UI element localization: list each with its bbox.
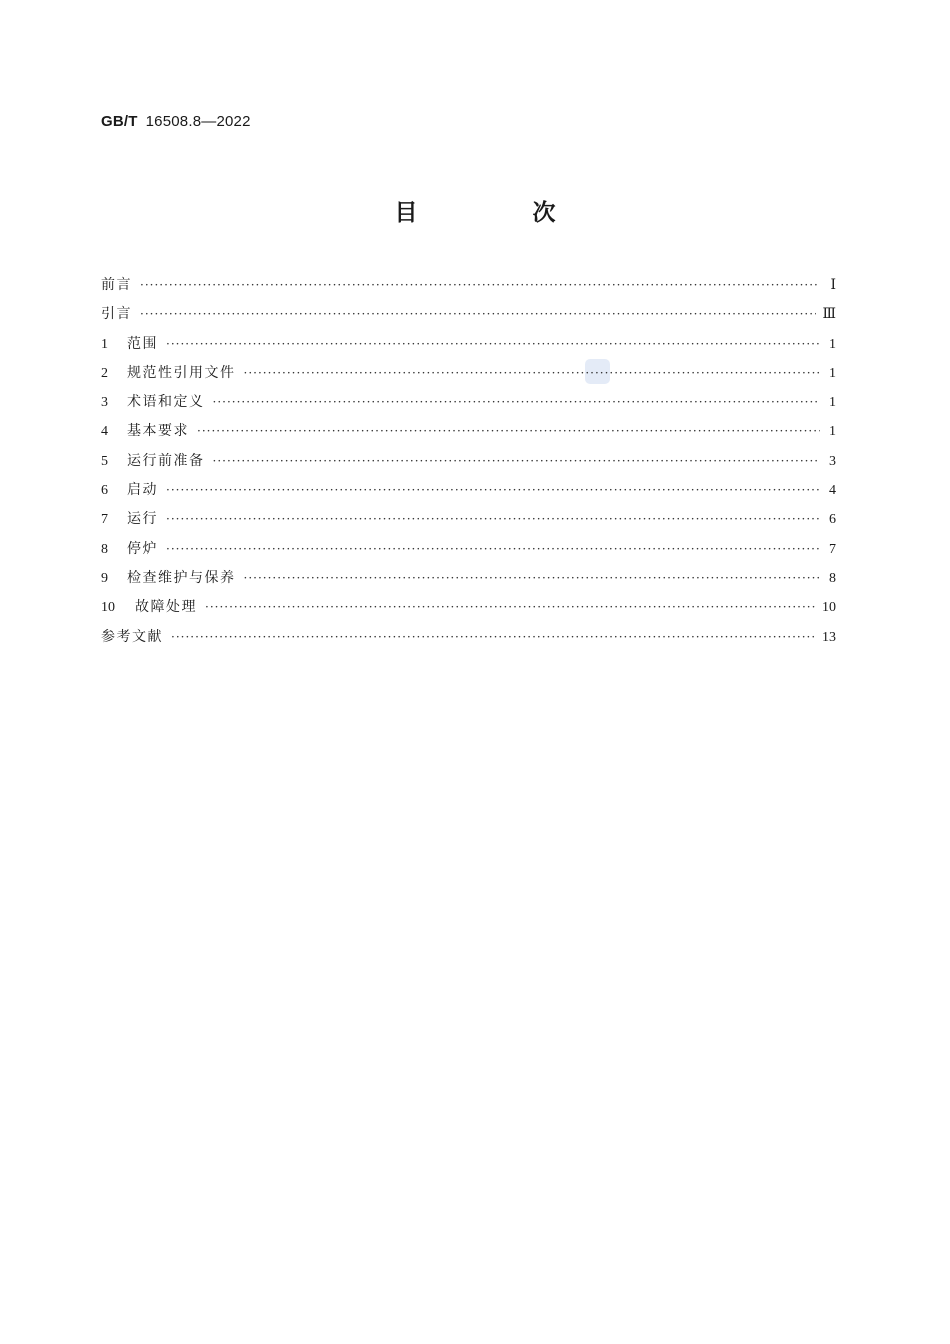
toc-entry-number: 2: [101, 365, 108, 381]
table-of-contents: [101, 273, 836, 654]
toc-entry-page: 1: [829, 395, 836, 411]
toc-entry-normative-references[interactable]: [101, 361, 836, 390]
toc-dot-leader: [197, 419, 820, 443]
toc-dot-leader: [166, 478, 820, 502]
toc-entry-startup[interactable]: [101, 478, 836, 507]
toc-title: 目 次: [394, 200, 602, 226]
toc-entry-page: 8: [829, 570, 836, 586]
toc-entry-bibliography[interactable]: [101, 625, 836, 654]
toc-dot-leader: [213, 390, 821, 414]
toc-entry-page: 7: [829, 541, 836, 557]
toc-entry-label: 启动: [127, 482, 158, 499]
toc-entry-page: 13: [822, 629, 836, 645]
toc-dot-leader: [166, 507, 820, 531]
toc-entry-page: Ⅲ: [822, 307, 836, 323]
standard-id: 16508.8—2022: [145, 113, 251, 130]
toc-dot-leader: [244, 361, 821, 385]
toc-entry-page: 4: [829, 483, 836, 499]
toc-entry-introduction[interactable]: [101, 302, 836, 331]
toc-dot-leader: [244, 566, 821, 590]
toc-entry-label: 停炉: [127, 540, 158, 557]
toc-entry-terms-definitions[interactable]: [101, 390, 836, 419]
toc-entry-label: 运行前准备: [127, 452, 205, 469]
toc-entry-number: 4: [101, 424, 108, 440]
toc-entry-number: 1: [101, 336, 108, 352]
standard-number: [101, 113, 251, 130]
toc-entry-label: 规范性引用文件: [127, 364, 236, 381]
toc-entry-label: 基本要求: [127, 423, 189, 440]
toc-entry-foreword[interactable]: [101, 273, 836, 302]
toc-entry-label: 范围: [127, 335, 158, 352]
toc-entry-label: 引言: [101, 306, 132, 323]
toc-entry-number: 7: [101, 512, 108, 528]
toc-dot-leader: [140, 302, 816, 326]
toc-entry-label: 检查维护与保养: [127, 569, 236, 586]
toc-dot-leader: [213, 449, 821, 473]
toc-dot-leader: [140, 273, 820, 297]
toc-entry-fault-handling[interactable]: [101, 595, 836, 624]
toc-entry-label: 参考文献: [101, 628, 163, 645]
toc-entry-operation[interactable]: [101, 507, 836, 536]
toc-entry-page: 3: [829, 453, 836, 469]
toc-entry-number: 9: [101, 570, 108, 586]
standard-code: GB/T: [101, 113, 138, 130]
toc-entry-inspection-maintenance[interactable]: [101, 566, 836, 595]
toc-entry-pre-operation[interactable]: [101, 449, 836, 478]
toc-entry-page: Ⅰ: [830, 278, 836, 293]
toc-entry-basic-requirements[interactable]: [101, 419, 836, 448]
toc-entry-page: 10: [822, 600, 836, 616]
toc-dot-leader: [205, 595, 816, 619]
toc-entry-label: 故障处理: [135, 599, 197, 616]
toc-entry-label: 前言: [101, 277, 132, 293]
toc-entry-page: 1: [829, 336, 836, 352]
toc-entry-page: 1: [829, 365, 836, 381]
toc-dot-leader: [171, 625, 816, 649]
toc-entry-page: 6: [829, 512, 836, 528]
toc-entry-number: 5: [101, 453, 108, 469]
toc-entry-scope[interactable]: [101, 332, 836, 361]
toc-entry-shutdown[interactable]: [101, 537, 836, 566]
toc-dot-leader: [166, 332, 820, 356]
toc-entry-label: 运行: [127, 511, 158, 528]
toc-entry-number: 8: [101, 541, 108, 557]
toc-entry-number: 10: [101, 600, 115, 616]
toc-entry-page: 1: [829, 424, 836, 440]
toc-entry-number: 6: [101, 483, 108, 499]
toc-entry-label: 术语和定义: [127, 394, 205, 411]
toc-dot-leader: [166, 537, 820, 561]
toc-entry-number: 3: [101, 395, 108, 411]
